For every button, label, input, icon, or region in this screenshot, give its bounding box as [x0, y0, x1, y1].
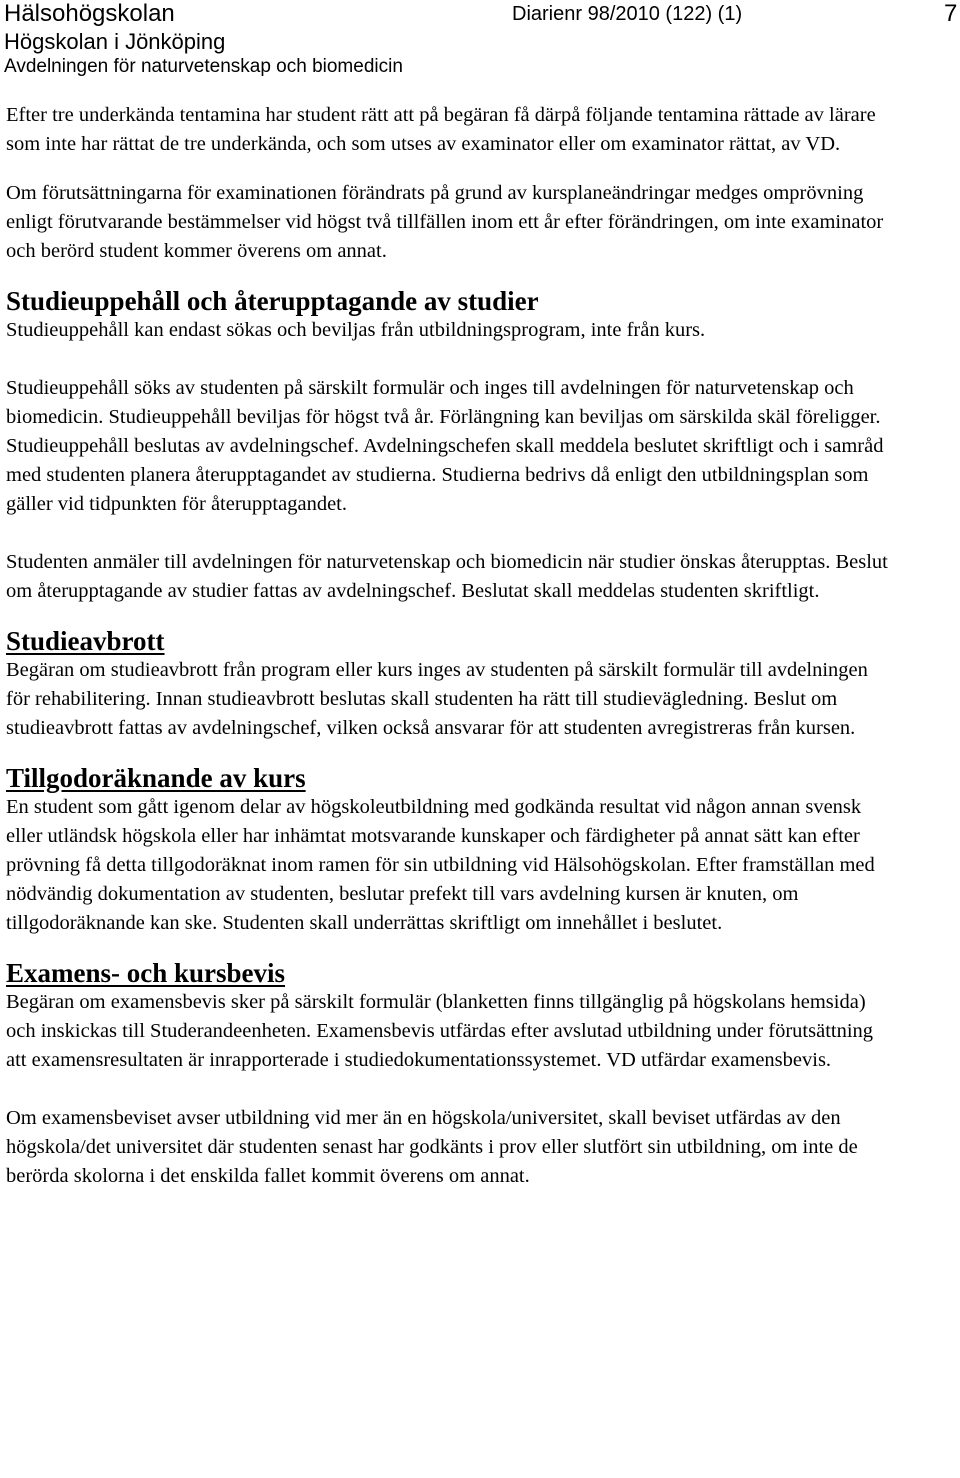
section-heading-studieuppehall: Studieuppehåll och återupptagande av studier: [6, 286, 539, 316]
institution-name: Hälsohögskolan: [4, 0, 175, 27]
department-name: Avdelningen för naturvetenskap och biomedicin: [4, 56, 403, 77]
section-heading-tillgodoraknande: Tillgodoräknande av kurs: [6, 763, 306, 793]
paragraph-studieuppehall-3: Studenten anmäler till avdelningen för naturvetenskap och biomedicin när studier önskas återupptas. Beslut om återupptagande av studier fattas av avdelningschef. Beslutat skall meddelas studenten skriftligt.: [6, 551, 888, 602]
section-heading-studieavbrott: Studieavbrott: [6, 626, 165, 656]
paragraph-examensbevis-2: Om examensbeviset avser utbildning vid mer än en högskola/universitet, skall beviset utfärdas av den högskola/det universitet där studenten senast har godkänts i prov eller slutfört sin utbildning, om inte de berörda skolorna i det enskilda fallet kommit överens om annat.: [6, 1107, 858, 1187]
university-name: Högskolan i Jönköping: [4, 29, 226, 54]
page-number: 7: [944, 0, 958, 27]
section-heading-examensbevis: Examens- och kursbevis: [6, 958, 286, 988]
paragraph-studieuppehall-1: Studieuppehåll kan endast sökas och beviljas från utbildningsprogram, inte från kurs.: [6, 319, 706, 341]
paragraph-underkanda-tentamina: Efter tre underkända tentamina har student rätt att på begäran få därpå följande tentamina rättade av lärare som inte har rättat de tre underkända, och som utses av examinator eller om examinator rättat, av VD.: [6, 104, 876, 155]
paragraph-studieavbrott: Begäran om studieavbrott från program eller kurs inges av studenten på särskilt formulär till avdelningen för rehabilitering. Innan studieavbrott beslutas skall studenten ha rätt till studievägledning. Beslut om studieavbrott fattas av avdelningschef, vilken också ansvarar för att studenten avregistreras från kursen.: [6, 659, 868, 739]
paragraph-tillgodoraknande: En student som gått igenom delar av högskoleutbildning med godkända resultat vid någon annan svensk eller utländsk högskola eller har inhämtat motsvarande kunskaper och färdigheter på annat sätt kan efter prövning få detta tillgodoräknat inom ramen för sin utbildning vid Hälsohögskolan. Efter framställan med nödvändig dokumentation av studenten, beslutar prefekt till vars avdelning kursen är knuten, om tillgodoräknande kan ske. Studenten skall underrättas skriftligt om innehållet i beslutet.: [6, 796, 875, 934]
page-header: [4, 0, 956, 80]
paragraph-studieuppehall-2: Studieuppehåll söks av studenten på särskilt formulär och inges till avdelningen för naturvetenskap och biomedicin. Studieuppehåll beviljas för högst två år. Förlängning kan beviljas om särskilda skäl föreligger. Studieuppehåll beslutas av avdelningschef. Avdelningschefen skall meddela beslutet skriftligt och i samråd med studenten planera återupptagandet av studierna. Studierna bedrivs då enligt den utbildningsplan som gäller vid tidpunkten för återupptagandet.: [6, 377, 884, 515]
paragraph-examensbevis-1: Begäran om examensbevis sker på särskilt formulär (blanketten finns tillgänglig på högskolans hemsida) och inskickas till Studerandeenheten. Examensbevis utfärdas efter avslutad utbildning under förutsättning att examensresultaten är inrapporterade i studiedokumentationssystemet. VD utfärdar examensbevis.: [6, 991, 874, 1071]
document-body: [6, 101, 896, 1191]
paragraph-kursplaneandringar: Om förutsättningarna för examinationen förändrats på grund av kursplaneändringar medges omprövning enligt förutvarande bestämmelser vid högst två tillfällen inom ett år efter förändringen, om inte examinator och berörd student kommer överens om annat.: [6, 182, 884, 262]
diarie-number: Diarienr 98/2010 (122) (1): [512, 3, 743, 25]
